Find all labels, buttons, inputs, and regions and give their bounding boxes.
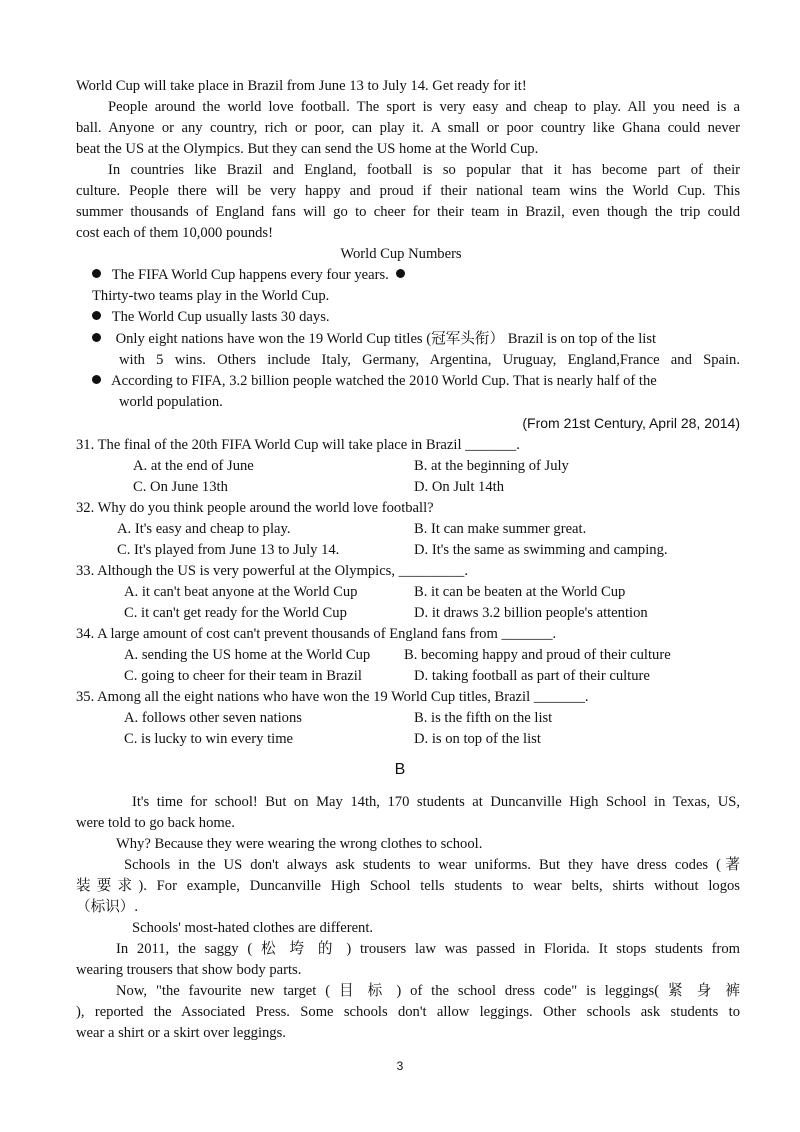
q32-option-a: A. It's easy and cheap to play. bbox=[117, 521, 291, 537]
question-33: 33. Although the US is very powerful at the Olympics, _________. bbox=[76, 563, 468, 579]
question-35: 35. Among all the eight nations who have won the 19 World Cup titles, Brazil _______. bbox=[76, 689, 589, 705]
q35-option-c: C. is lucky to win every time bbox=[124, 731, 294, 747]
q34-option-a: A. sending the US home at the World Cup bbox=[124, 647, 371, 663]
question-32: 32. Why do you think people around the world love football? bbox=[76, 500, 434, 516]
q31-option-a: A. at the end of June bbox=[133, 458, 254, 474]
bullet-item-4-cont: world population. bbox=[119, 394, 223, 410]
numbers-title: World Cup Numbers bbox=[340, 246, 462, 262]
bullet-item-3-cont: with 5 wins. Others include Italy, Germany, Argentina, Uruguay, England,France and Spain. bbox=[119, 352, 740, 368]
passage-a-p1-line3: beat the US at the Olympics. But they can send the US home at the World Cup. bbox=[76, 141, 539, 157]
passage-b-line2: were told to go back home. bbox=[76, 815, 235, 831]
q34-option-d: D. taking football as part of their culture bbox=[414, 668, 650, 684]
bullet-item-4: According to FIFA, 3.2 billion people watched the 2010 World Cup. That is nearly half of the bbox=[92, 371, 756, 391]
passage-b-line3: Why? Because they were wearing the wrong clothes to school. bbox=[116, 836, 483, 852]
passage-b-line7: Schools' most-hated clothes are different. bbox=[132, 920, 374, 936]
passage-a-p1-line1: People around the world love football. The sport is very easy and cheap to play. All you need is a bbox=[108, 99, 740, 115]
q35-option-b: B. is the fifth on the list bbox=[414, 710, 553, 726]
passage-a-p1-line2: ball. Anyone or any country, rich or poor, can play it. A small or poor country like Ghana could never bbox=[76, 120, 740, 136]
q35-option-a: A. follows other seven nations bbox=[124, 710, 302, 726]
bullet-item-1: The FIFA World Cup happens every four years. bbox=[92, 265, 756, 285]
passage-a-p2-line3: summer thousands of England fans will go to cheer for their team in Brazil, even though the trip could bbox=[76, 204, 740, 220]
q34-option-b: B. becoming happy and proud of their culture bbox=[404, 647, 671, 663]
q33-option-b: B. it can be beaten at the World Cup bbox=[414, 584, 626, 600]
section-b-heading: B bbox=[394, 761, 406, 778]
bullet-dot bbox=[92, 269, 101, 278]
q31-option-b: B. at the beginning of July bbox=[414, 458, 569, 474]
question-34: 34. A large amount of cost can't prevent thousands of England fans from _______. bbox=[76, 626, 557, 642]
passage-a-intro: World Cup will take place in Brazil from June 13 to July 14. Get ready for it! bbox=[76, 78, 527, 94]
bullet-dot bbox=[92, 333, 101, 342]
q32-option-c: C. It's played from June 13 to July 14. bbox=[117, 542, 340, 558]
bullet-dot bbox=[92, 311, 101, 320]
bullet-dot bbox=[396, 269, 405, 278]
q32-option-d: D. It's the same as swimming and camping. bbox=[414, 542, 668, 558]
q32-option-b: B. It can make summer great. bbox=[414, 521, 587, 537]
bullet-item-1b: Thirty-two teams play in the World Cup. bbox=[92, 288, 330, 304]
passage-a-p2-line2: culture. People there will be very happy and proud if their national team wins the World Cup. This bbox=[76, 183, 740, 199]
passage-b-line9: wearing trousers that show body parts. bbox=[76, 962, 302, 978]
passage-a-p2-line4: cost each of them 10,000 pounds! bbox=[76, 225, 273, 241]
question-31: 31. The final of the 20th FIFA World Cup will take place in Brazil _______. bbox=[76, 437, 520, 453]
passage-b-line10: Now, "the favourite new target ( 目 标 ) of the school dress code" is leggings( 紧 身 裤 bbox=[116, 983, 740, 999]
passage-b-line12: wear a shirt or a skirt over leggings. bbox=[76, 1025, 286, 1041]
q31-option-c: C. On June 13th bbox=[133, 479, 228, 495]
passage-b-line8: In 2011, the saggy ( 松 垮 的 ) trousers law was passed in Florida. It stops students from bbox=[116, 941, 740, 957]
passage-b-line6: （标识）. bbox=[76, 899, 139, 915]
page-number: 3 bbox=[396, 1059, 404, 1073]
q33-option-c: C. it can't get ready for the World Cup bbox=[124, 605, 347, 621]
q33-option-d: D. it draws 3.2 billion people's attention bbox=[414, 605, 648, 621]
source-citation: (From 21st Century, April 28, 2014) bbox=[522, 415, 740, 431]
q35-option-d: D. is on top of the list bbox=[414, 731, 541, 747]
passage-b-line4: Schools in the US don't always ask students to wear uniforms. But they have dress codes (著 bbox=[124, 857, 740, 873]
passage-a-p2-line1: In countries like Brazil and England, football is so popular that it has become part of their bbox=[108, 162, 740, 178]
bullet-item-3: Only eight nations have won the 19 World Cup titles (冠军头衔） Brazil is on top of the list bbox=[92, 329, 756, 349]
passage-b-line11: ), reported the Associated Press. Some schools don't allow leggings. Other schools ask students to bbox=[76, 1004, 740, 1020]
q33-option-a: A. it can't beat anyone at the World Cup bbox=[124, 584, 358, 600]
bullet-dot bbox=[92, 375, 101, 384]
q31-option-d: D. On Jult 14th bbox=[414, 479, 504, 495]
passage-b-line1: It's time for school! But on May 14th, 170 students at Duncanville High School in Texas, US, bbox=[132, 794, 740, 810]
bullet-item-2: The World Cup usually lasts 30 days. bbox=[92, 307, 756, 327]
q34-option-c: C. going to cheer for their team in Brazil bbox=[124, 668, 362, 684]
passage-b-line5: 装要求). For example, Duncanville High School tells students to wear belts, shirts without logos bbox=[76, 878, 740, 894]
